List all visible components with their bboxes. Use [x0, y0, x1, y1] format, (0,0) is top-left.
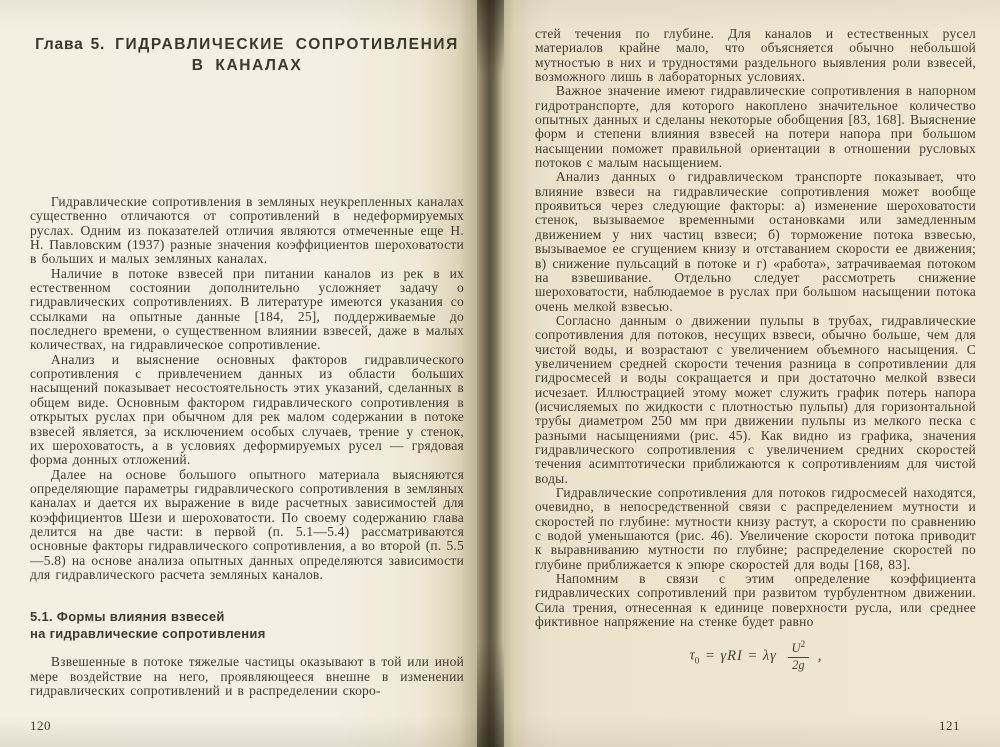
paragraph: Важное значение имеют гидравлические сопротивления в напорном гидротранспорте, для которого накоплено значительное количество опытных данных и сделаны некоторые обобщения [83, 168]. Выяснение форм и степени влияния взвесей на потери напора при большом насыщении поможет правильной ориентации в отношении русловых потоков с малым насыщением.: [535, 83, 976, 171]
chapter-title-line2: В КАНАЛАХ: [191, 57, 303, 74]
paragraph: Гидравлические сопротивления в земляных неукрепленных каналах существенно отличаются от сопротивлений в недеформируемых руслах. Одним из показателей отличия являются отмеченные еще Н. Н. Павловским (1937) разные значения коэффициентов шероховатости в больших и малых земляных каналах.: [30, 194, 464, 267]
left-page-body: [30, 195, 464, 698]
paragraph: Гидравлические сопротивления для потоков гидросмесей находятся, очевидно, в непосредственной связи с распределением мутности и скоростей по глубине: мутности книзу растут, а скорости по сравнению с водой уменьшаются (рис. 46). Увеличение скорости потока приводит к выравниванию мутности по глубине; распределение скоростей по глубине приближается к эпюре скоростей для воды [168, 83].: [535, 485, 976, 572]
left-page: [0, 0, 477, 747]
section-heading: [30, 609, 464, 642]
section-heading-line2: на гидравлические сопротивления: [30, 625, 266, 641]
right-page: [504, 0, 1000, 747]
formula-numerator: U: [791, 641, 801, 656]
page-number-right: 121: [939, 718, 960, 733]
paragraph: Взвешенные в потоке тяжелые частицы оказывают в той или иной мере воздействие на него, проявляющееся внешне в изменении гидравлических сопротивлений и в распределении скоро-: [30, 654, 464, 698]
formula-equals-part: = γRI = λγ: [705, 647, 777, 664]
formula-tau-subscript: 0: [694, 656, 700, 667]
chapter-title-line1: ГИДРАВЛИЧЕСКИЕ СОПРОТИВЛЕНИЯ: [115, 36, 459, 53]
formula-denominator: 2g: [792, 657, 805, 672]
formula-shear-stress: [535, 641, 976, 671]
formula-comma: ,: [817, 647, 822, 664]
paragraph: Напомним в связи с этим определение коэффициента гидравлических сопротивлений при развитом турбулентном движении. Сила трения, отнесенная к единице поверхности русла, или среднее фиктивное напряжение на стенке будет равно: [535, 571, 976, 630]
paragraph: Анализ данных о гидравлическом транспорте показывает, что влияние взвеси на гидравлические сопротивления может вообще проявиться через следующие факторы: а) изменение шероховатости стенок, вызываемое временными остановками или замедленным движением у них частиц взвеси; б) торможение потока взвесью, вызываемое ее сгущением книзу и отставанием скорости ее движения; в) снижение пульсаций в потоке и г) «работа», затрачиваемая потоком на взвешивание. Отдельно следует рассмотреть снижение шероховатости, наблюдаемое в руслах при большом насыщении потока очень мелкой взвесью.: [535, 169, 976, 314]
right-page-body: [535, 27, 976, 629]
chapter-label: Глава 5.: [35, 36, 106, 53]
chapter-heading: [30, 34, 464, 76]
book-gutter-shadow: [477, 0, 504, 747]
formula-numerator-exponent: 2: [800, 640, 806, 651]
formula-tau: τ: [689, 647, 695, 664]
paragraph: стей течения по глубине. Для каналов и естественных русел материалов крайне мало, что объясняется обычно небольшой мутностью в них и трудностями раздельного выявления роли взвесей, возможного лишь в лабораторных условиях.: [535, 26, 976, 85]
paragraph: Наличие в потоке взвесей при питании каналов из рек в их естественном состоянии дополнительно усложняет задачу о гидравлических сопротивлениях. В литературе имеются указания со ссылками на опытные данные [184, 25], поддерживаемые до последнего времени, о существенном влиянии взвесей, даже в малых количествах, на гидравлическое сопротивление.: [30, 265, 464, 353]
formula-fraction: [788, 641, 810, 671]
section-heading-line1: 5.1. Формы влияния взвесей: [30, 609, 225, 625]
paragraph: Анализ и выяснение основных факторов гидравлического сопротивления с привлечением данных из области больших насыщений показывает несостоятельность этих указаний, сделанных в общем виде. Основным фактором гидравлического сопротивления в открытых руслах при обычном для рек малом содержании в потоке взвесей является, за исключением особых случаев, трение у стенок, их шероховатость, а в условиях деформируемых русел — грядовая форма донных отложений.: [30, 351, 464, 468]
paragraph: Далее на основе большого опытного материала выясняются определяющие параметры гидравлического сопротивления в земляных каналах и дается их выражение в виде расчетных зависимостей для коэффициентов Шези и шероховатости. По своему содержанию глава делится на две части: в первой (п. 5.1—5.4) рассматриваются основные факторы гидравлического сопротивления, а во второй (п. 5.5—5.8) на основе анализа опытных данных определяются зависимости для гидравлического расчета земляных каналов.: [30, 466, 464, 582]
page-number-left: 120: [30, 718, 51, 733]
paragraph: Согласно данным о движении пульпы в трубах, гидравлические сопротивления для потоков, несущих взвеси, обычно больше, чем для чистой воды, и возрастают с увеличением объемного насыщения. С увеличением средней скорости течения разница в сопротивлении для гидросмесей и воды сокращается и при достаточно мелкой взвеси исчезает. Иллюстрацией этому может служить график потерь напора (исчисляемых по жидкости с плотностью пульпы) для горизонтальной трубы диаметром 250 мм при движении пульпы из мелкого песка с разными насыщениями (рис. 45). Как видно из графика, значения гидравлического сопротивления с увеличением средних скоростей течения асимптотически приближаются к сопротивлениям для чистой воды.: [535, 312, 976, 486]
